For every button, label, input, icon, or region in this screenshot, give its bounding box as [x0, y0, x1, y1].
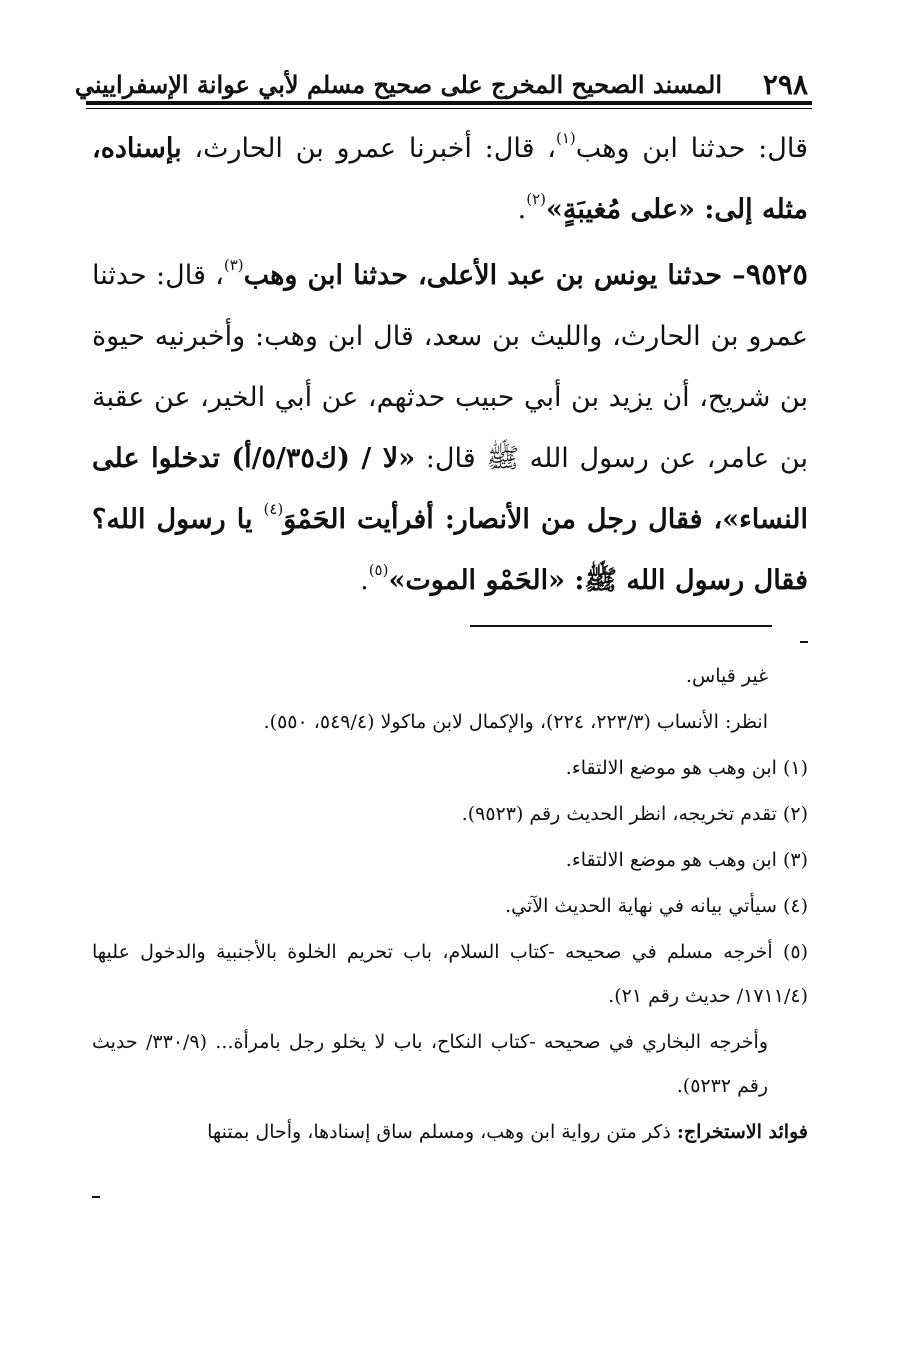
- main-text: [92, 118, 808, 611]
- header-rule-thin: [86, 108, 812, 109]
- extraction-label: فوائد الاستخراج:: [676, 1121, 808, 1143]
- bold-run: «على مُغيبَةٍ»: [546, 194, 695, 225]
- footnotes: [92, 654, 808, 1156]
- bold-run: بإسناده، مثله إلى:: [92, 133, 808, 225]
- hadith-number: ٩٥٢٥: [745, 257, 808, 291]
- footnote-marker: (٥): [368, 561, 389, 579]
- text-run: ، قال: حدثنا عمرو بن الحارث، والليث بن سعد، قال ابن وهب: وأخبرنيه حيوة بن شريح، أن يزيد بن أبي حبيب حدثهم، عن أبي الخير، عن عقبة بن عامر، عن رسول الله ﷺ قال:: [92, 260, 808, 474]
- paragraph-continuation: [92, 118, 808, 240]
- footnote-2: (٢) تقدم تخريجه، انظر الحديث رقم (٩٥٢٣).: [461, 803, 808, 825]
- bold-run: «لا / (ك٥/٣٥/أ) تدخلوا على النساء»، فقال رجل من الأنصار: أفرأيت الحَمْوَ: [92, 443, 808, 535]
- text-run: قال: حدثنا ابن وهب: [575, 133, 808, 164]
- footnote-separator: [470, 625, 772, 627]
- bold-run: يا رسول الله؟ فقال رسول الله ﷺ: «الحَمْو الموت»: [92, 504, 808, 596]
- page-header: [74, 62, 808, 102]
- dash-mark: [800, 641, 808, 643]
- extraction-text: ذكر متن رواية ابن وهب، ومسلم ساق إسنادها، وأحال بمتنها: [207, 1121, 677, 1143]
- page-number: ٢٩٨: [762, 68, 808, 101]
- footnote-5-continued: وأخرجه البخاري في صحيحه -كتاب النكاح، باب لا يخلو رجل بامرأة... (٣٣٠/٩/ حديث رقم ٥٢٣٢).: [92, 1031, 768, 1097]
- text-run: – حدثنا يونس بن عبد الأعلى، حدثنا ابن وهب: [243, 260, 746, 291]
- footnote-extraction-benefits: [92, 1110, 808, 1154]
- text-run: ، قال: أخبرنا عمرو بن الحارث،: [181, 133, 556, 164]
- footnote-4: (٤) سيأتي بيانه في نهاية الحديث الآتي.: [505, 895, 808, 917]
- footnote-5: (٥) أخرجه مسلم في صحيحه -كتاب السلام، باب تحريم الخلوة بالأجنبية والدخول عليها (١٧١١/٤/ حديث رقم ٢١).: [92, 941, 808, 1007]
- hadith-9525: [92, 244, 808, 611]
- footnote-marker: (٢): [526, 190, 546, 208]
- footnote-carryover: غير قياس.: [685, 665, 768, 687]
- text-run: .: [360, 565, 369, 596]
- footnote-marker: (٤): [263, 500, 284, 518]
- footnote-1: (١) ابن وهب هو موضع الالتقاء.: [565, 757, 808, 779]
- running-title: المسند الصحيح المخرج على صحيح مسلم لأبي عوانة الإسفراييني: [74, 70, 722, 99]
- header-rule-thick: [86, 101, 812, 105]
- footnote-carryover: انظر: الأنساب (٢٢٣/٣، ٢٢٤)، والإكمال لابن ماكولا (٥٤٩/٤، ٥٥٠).: [263, 711, 768, 733]
- dash-mark: [92, 1196, 100, 1198]
- footnote-marker: (١): [555, 129, 576, 147]
- footnote-3: (٣) ابن وهب هو موضع الالتقاء.: [565, 849, 808, 871]
- footnote-marker: (٣): [223, 256, 244, 274]
- text-run: .: [517, 194, 527, 225]
